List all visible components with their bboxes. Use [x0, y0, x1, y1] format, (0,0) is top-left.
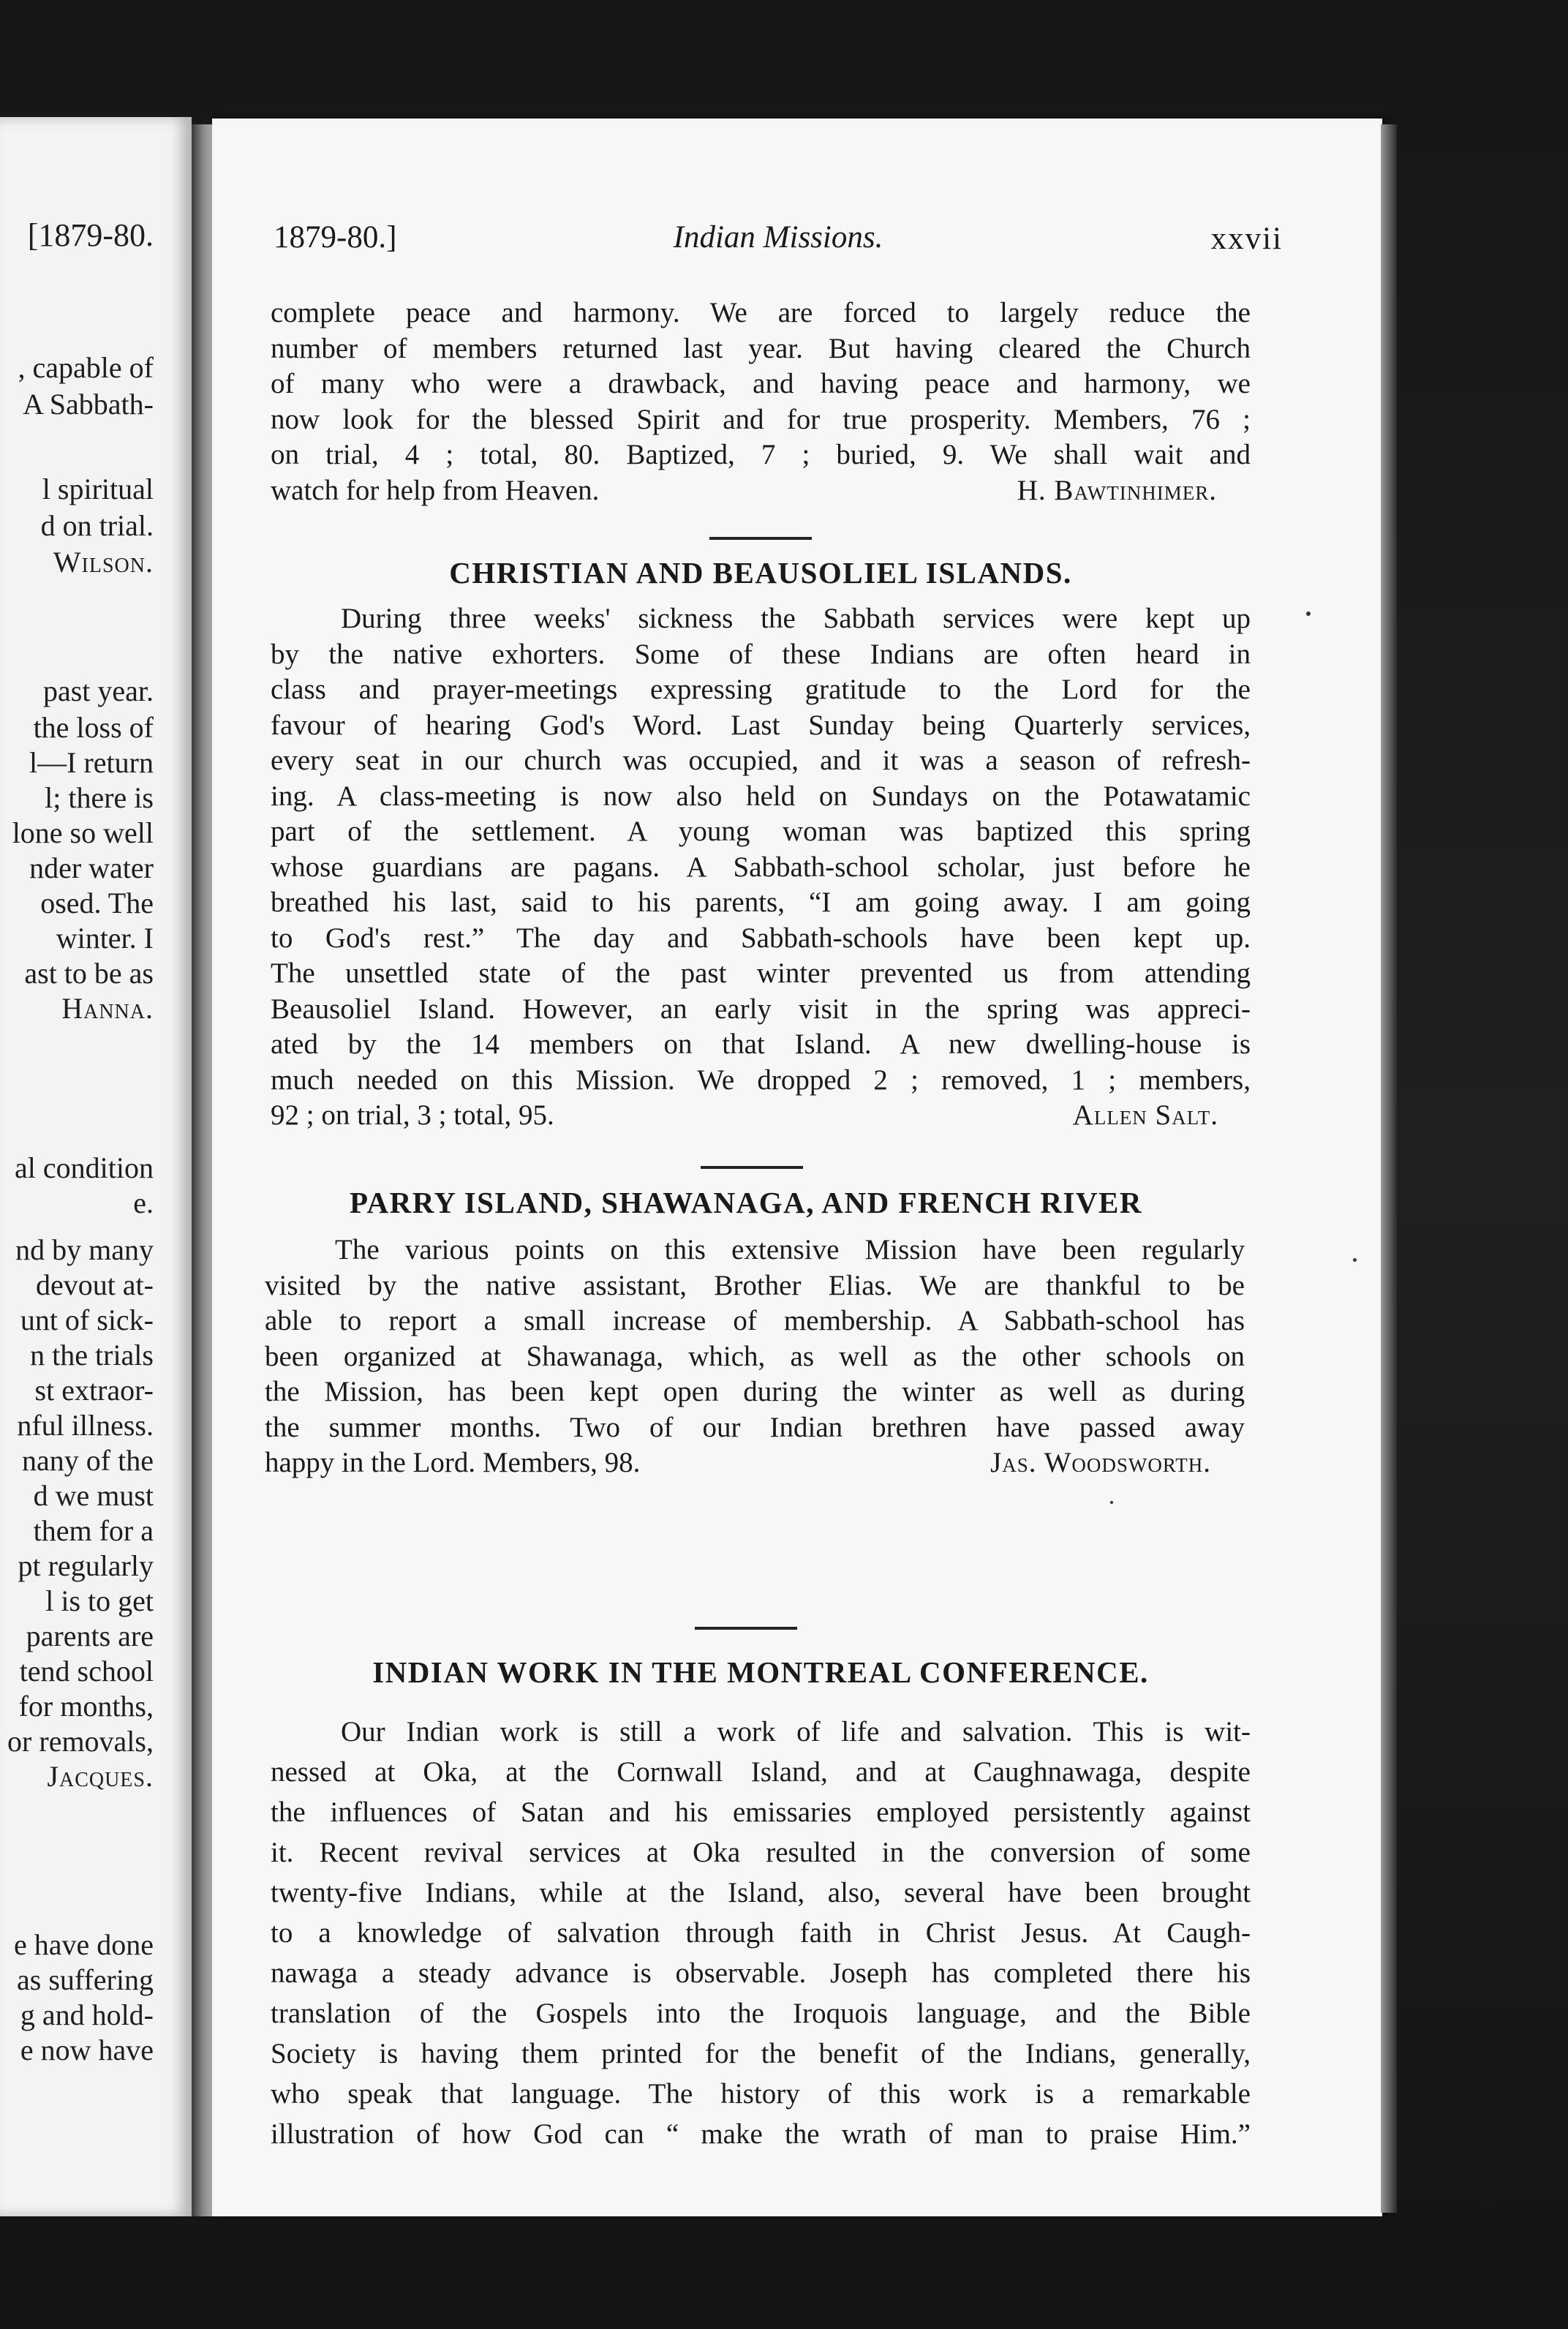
left-page-line: unt of sick-	[20, 1303, 154, 1336]
paragraph-line: watch for help from Heaven.	[271, 474, 600, 506]
section-heading-montreal-conference: INDIAN WORK IN THE MONTREAL CONFERENCE.	[372, 1655, 1149, 1689]
left-page-line: l spiritual	[42, 473, 154, 505]
paragraph-line: The various points on this extensive Mission have been regularly	[335, 1234, 1245, 1265]
left-page-line: e now have	[20, 2033, 154, 2066]
left-page-line: st extraor-	[34, 1374, 154, 1407]
section-divider	[709, 537, 812, 540]
running-head-year: 1879-80.]	[274, 220, 397, 255]
paragraph-line: Society is having them printed for the benefit of the Indians, generally,	[271, 2038, 1251, 2069]
section-christian-islands	[271, 601, 1251, 1134]
paragraph-line: the influences of Satan and his emissaries employed persistently against	[271, 1796, 1251, 1828]
signature: Jas. Woodsworth.	[990, 1447, 1211, 1478]
left-page-line: Jacques.	[47, 1760, 154, 1793]
scan-speck	[1306, 612, 1311, 616]
left-page-line: ast to be as	[24, 957, 154, 990]
section-divider	[695, 1627, 797, 1630]
paragraph-line: illustration of how God can “ make the wrath of man to praise Him.”	[271, 2118, 1251, 2150]
paragraph-line: much needed on this Mission. We dropped 2 ; removed, 1 ; members,	[271, 1064, 1251, 1096]
running-head-title: Indian Missions.	[673, 220, 883, 255]
paragraph-line: twenty-five Indians, while at the Island, also, several have been brought	[271, 1877, 1251, 1908]
left-page-line: lone so well	[12, 816, 154, 849]
signature-line	[271, 473, 1251, 509]
paragraph-line: ated by the 14 members on that Island. A new dwelling-house is	[271, 1028, 1251, 1060]
paragraph-line: been organized at Shawanaga, which, as well as the other schools on	[265, 1340, 1245, 1372]
paragraph-line: During three weeks' sickness the Sabbath services were kept up	[341, 603, 1251, 634]
paragraph-line: 92 ; on trial, 3 ; total, 95.	[271, 1099, 554, 1131]
scan-speck	[1353, 1258, 1357, 1262]
paragraph-line: it. Recent revival services at Oka resulted in the conversion of some	[271, 1837, 1251, 1868]
previous-page-fragment	[0, 117, 192, 2216]
paragraph-line: nawaga a steady advance is observable. Joseph has completed there his	[271, 1957, 1251, 1989]
left-page-line: nful illness.	[17, 1409, 154, 1442]
paragraph-line: ing. A class-meeting is now also held on Sundays on the Potawatamic	[271, 780, 1251, 812]
left-page-line: osed. The	[40, 887, 154, 919]
signature-line	[271, 1098, 1251, 1134]
left-page-line: d on trial.	[40, 509, 154, 542]
paragraph-line: now look for the blessed Spirit and for true prosperity. Members, 76 ;	[271, 403, 1251, 435]
left-page-line: past year.	[42, 674, 154, 707]
left-page-line: A Sabbath-	[23, 388, 154, 421]
left-page-line: n the trials	[30, 1339, 154, 1372]
section-divider	[701, 1166, 803, 1169]
signature: H. Bawtinhimer.	[1017, 474, 1217, 506]
left-page-line: them for a	[33, 1514, 154, 1547]
left-page-line: or removals,	[7, 1725, 154, 1758]
paragraph-line: happy in the Lord. Members, 98.	[265, 1447, 641, 1478]
paragraph-line: visited by the native assistant, Brother Elias. We are thankful to be	[265, 1269, 1245, 1301]
left-page-line: l; there is	[45, 781, 154, 814]
paragraph-line: part of the settlement. A young woman was baptized this spring	[271, 816, 1251, 847]
page-number: xxvii	[1210, 222, 1283, 256]
left-page-line: l is to get	[45, 1584, 154, 1617]
scan-speck	[1110, 1501, 1113, 1504]
running-head	[274, 219, 1283, 263]
paragraph-line: who speak that language. The history of this work is a remarkable	[271, 2078, 1251, 2110]
paragraph-line: every seat in our church was occupied, and it was a season of refresh-	[271, 745, 1251, 776]
paragraph-line: nessed at Oka, at the Cornwall Island, and at Caughnawaga, despite	[271, 1756, 1251, 1788]
section-heading-parry-island: PARRY ISLAND, SHAWANAGA, AND FRENCH RIVER	[350, 1186, 1142, 1219]
paragraph-line: to a knowledge of salvation through faith in Christ Jesus. At Caugh-	[271, 1917, 1251, 1949]
paragraph-line: on trial, 4 ; total, 80. Baptized, 7 ; buried, 9. We shall wait and	[271, 439, 1251, 470]
paragraph-line: able to report a small increase of membership. A Sabbath-school has	[265, 1305, 1245, 1336]
paragraph-line: translation of the Gospels into the Iroquois language, and the Bible	[271, 1998, 1251, 2029]
section-heading-christian-islands: CHRISTIAN AND BEAUSOLIEL ISLANDS.	[449, 556, 1072, 590]
left-page-line: the loss of	[33, 711, 154, 744]
paragraph-line: the summer months. Two of our Indian brethren have passed away	[265, 1411, 1245, 1443]
left-page-header: [1879-80.	[27, 217, 154, 253]
left-page-line: , capable of	[18, 351, 154, 384]
left-page-line: tend school	[19, 1655, 154, 1688]
paragraph-line: class and prayer-meetings expressing gratitude to the Lord for the	[271, 674, 1251, 705]
left-page-line: for months,	[18, 1690, 154, 1723]
paragraph-line: by the native exhorters. Some of these Indians are often heard in	[271, 638, 1251, 670]
paragraph-line: Beausoliel Island. However, an early visit in the spring was appreci-	[271, 993, 1251, 1025]
left-page-line: devout at-	[35, 1268, 154, 1301]
paragraph-line: The unsettled state of the past winter prevented us from attending	[271, 957, 1251, 989]
paragraph-line: Our Indian work is still a work of life and salvation. This is wit-	[341, 1716, 1251, 1747]
section-continuation	[271, 296, 1251, 508]
left-page-line: l—I return	[29, 746, 154, 779]
left-page-line: d we must	[33, 1479, 154, 1512]
paragraph-line: the Mission, has been kept open during the winter as well as during	[265, 1376, 1245, 1407]
section-montreal-conference	[271, 1712, 1251, 2154]
paragraph-line: favour of hearing God's Word. Last Sunday being Quarterly services,	[271, 709, 1251, 741]
page-edge-shadow	[1381, 124, 1397, 2213]
left-page-line: nany of the	[22, 1444, 154, 1477]
paragraph-line: whose guardians are pagans. A Sabbath-school scholar, just before he	[271, 851, 1251, 883]
left-page-line: winter. I	[56, 922, 154, 955]
signature: Allen Salt.	[1072, 1099, 1218, 1131]
left-page-line: parents are	[26, 1619, 154, 1652]
left-page-line: nd by many	[15, 1233, 154, 1266]
left-page-line: al condition	[15, 1151, 154, 1184]
left-page-line: nder water	[29, 851, 154, 884]
left-page-line: e have done	[13, 1928, 154, 1961]
left-page-line: pt regularly	[18, 1549, 154, 1582]
paragraph-line: breathed his last, said to his parents, “I am going away. I am going	[271, 887, 1251, 918]
signature-line	[265, 1445, 1245, 1481]
left-page-line: e.	[133, 1186, 154, 1219]
book-page	[212, 118, 1382, 2216]
left-page-line: g and hold-	[20, 1998, 154, 2031]
section-parry-island	[265, 1233, 1245, 1481]
paragraph-line: complete peace and harmony. We are forced to largely reduce the	[271, 297, 1251, 328]
left-page-line: Wilson.	[53, 546, 154, 579]
paragraph-line: to God's rest.” The day and Sabbath-schools have been kept up.	[271, 922, 1251, 954]
paragraph-line: number of members returned last year. But having cleared the Church	[271, 332, 1251, 364]
left-page-line: Hanna.	[61, 992, 154, 1025]
left-page-line: as suffering	[17, 1963, 154, 1996]
paragraph-line: of many who were a drawback, and having peace and harmony, we	[271, 368, 1251, 399]
